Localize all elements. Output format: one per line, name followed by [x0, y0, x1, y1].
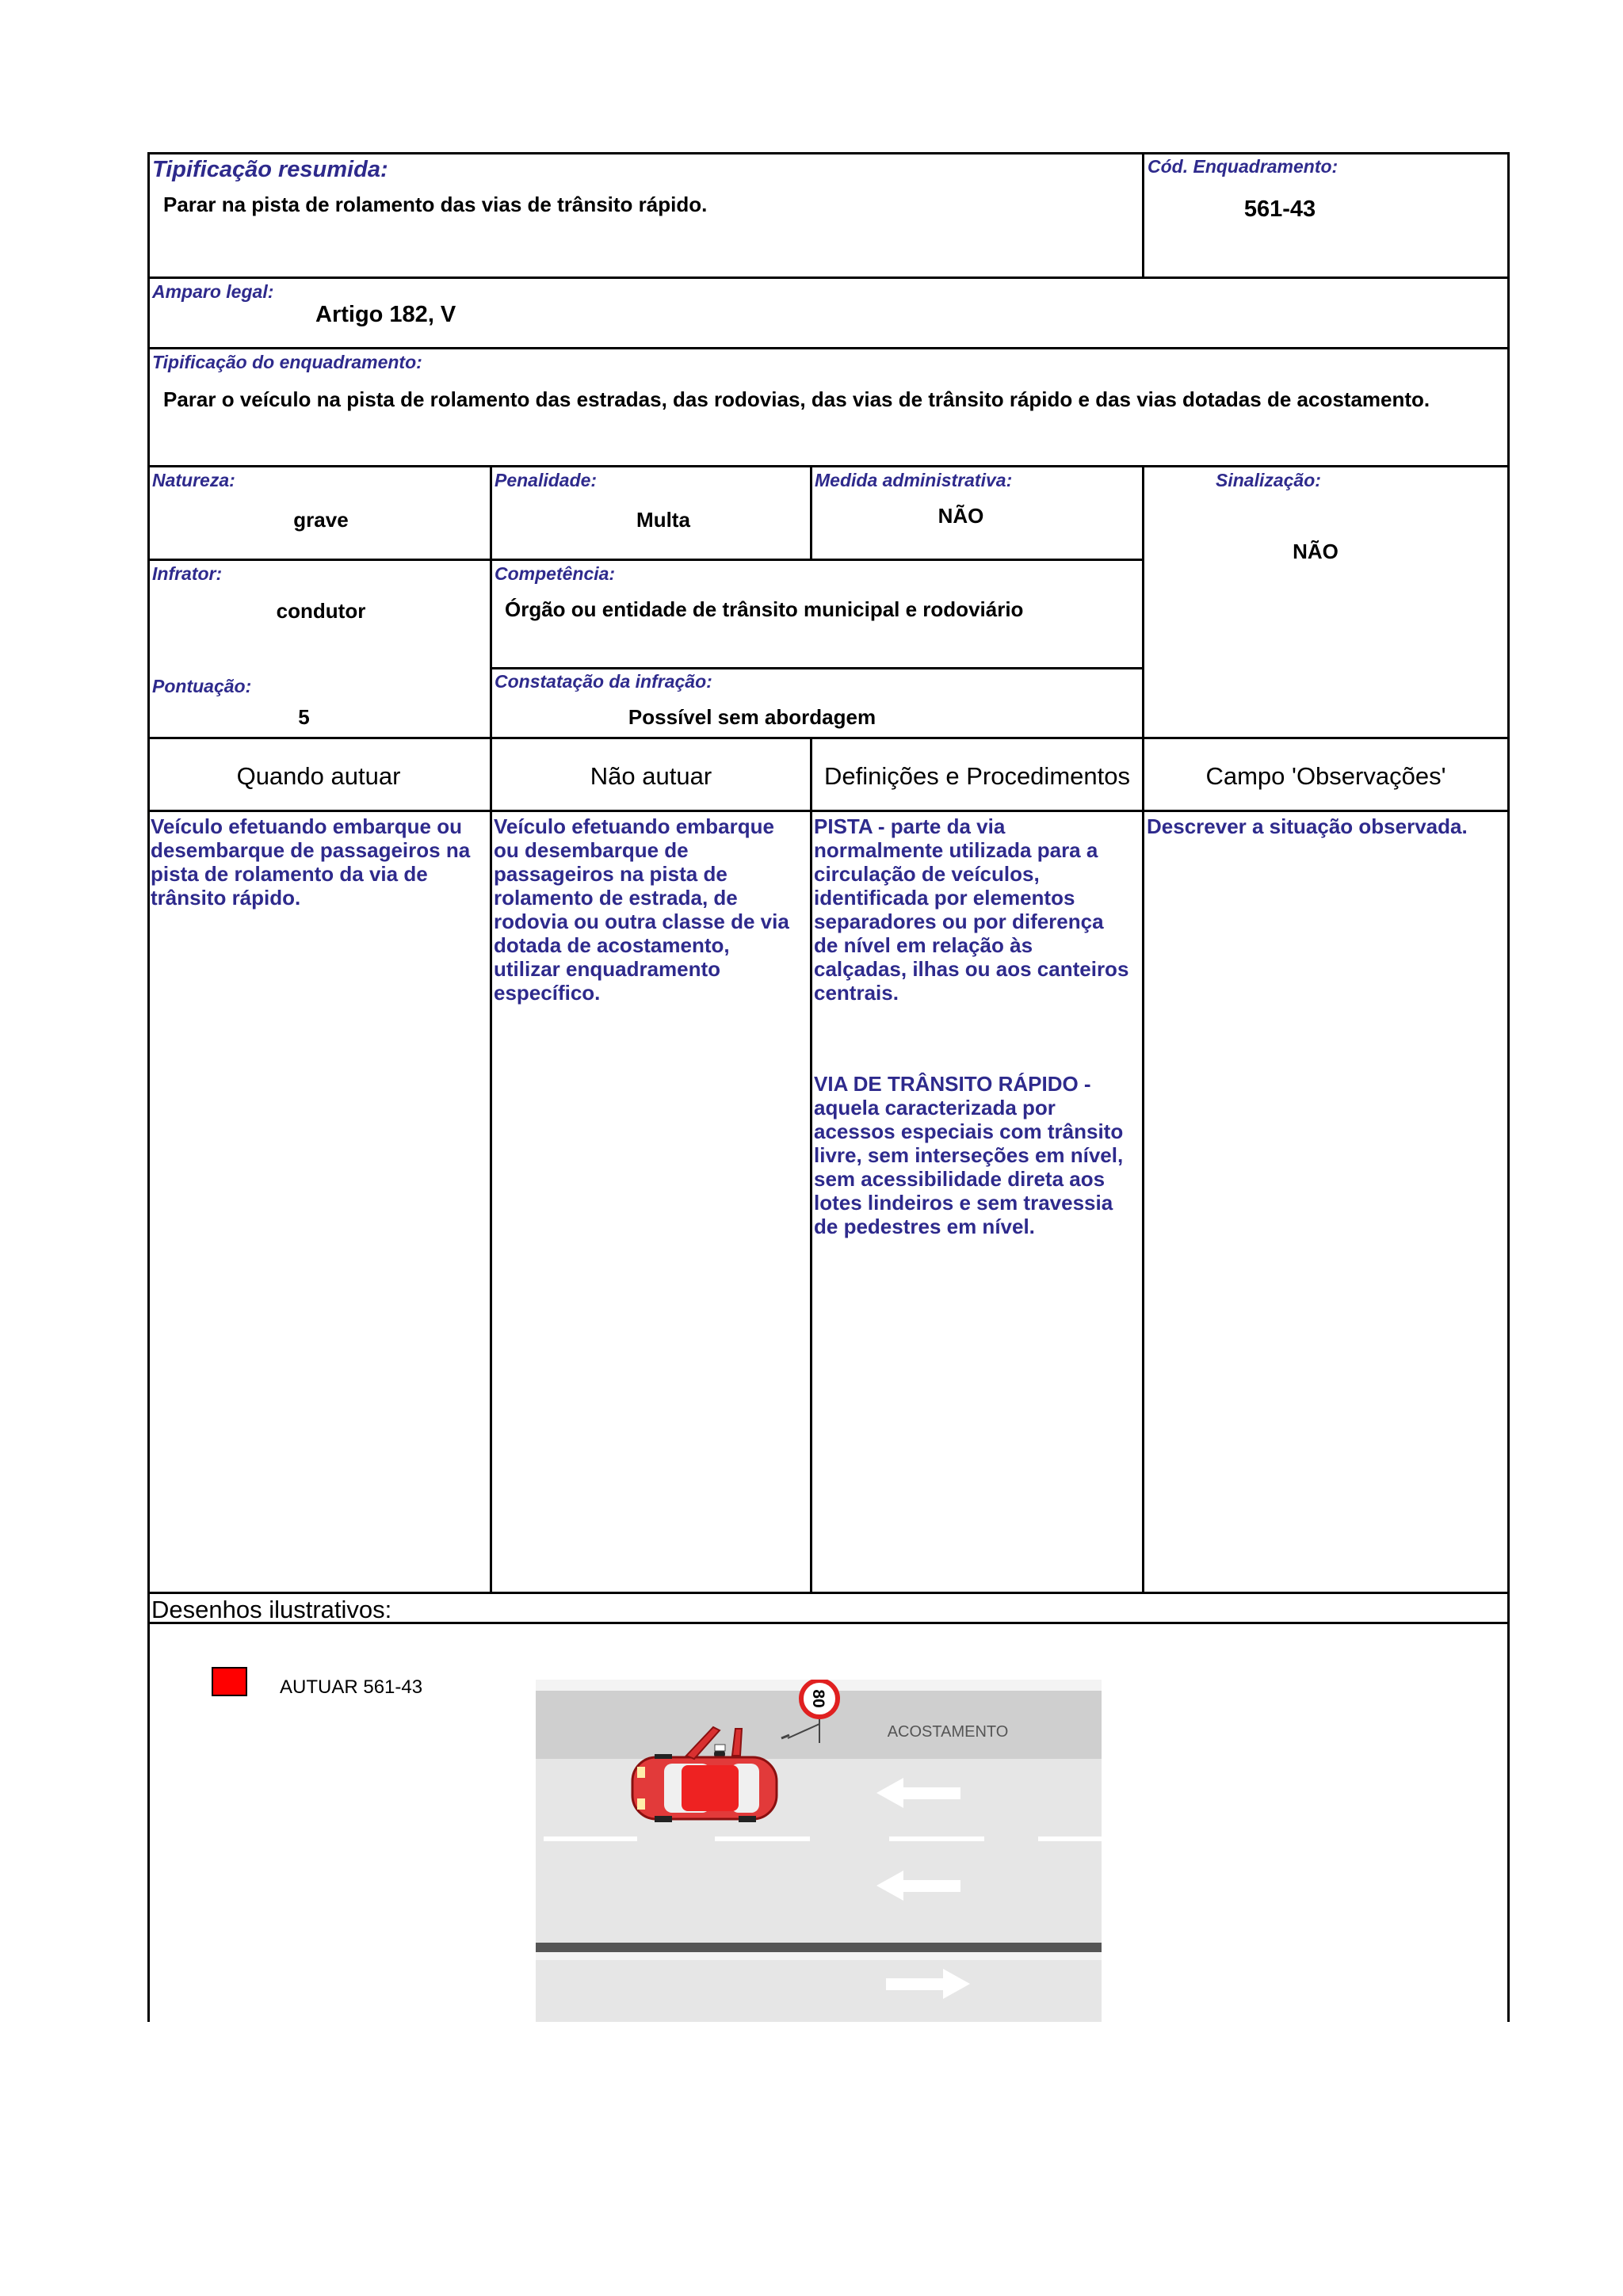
divider	[147, 465, 1510, 467]
observacoes-text: Descrever a situação observada.	[1147, 814, 1468, 838]
pontuacao-value: 5	[298, 705, 310, 729]
pontuacao-label: Pontuação:	[152, 676, 252, 696]
tipificacao-enquadramento-value: Parar o veículo na pista de rolamento das estradas, das rodovias, das vias de trânsito rápido e das vias dotadas de acostamento.	[163, 387, 1430, 411]
infrator-value: condutor	[276, 599, 366, 623]
header-nao-autuar: Não autuar	[590, 762, 712, 790]
road-illustration	[536, 1680, 1102, 2022]
tipificacao-resumida-value: Parar na pista de rolamento das vias de trânsito rápido.	[163, 193, 708, 216]
divider	[147, 347, 1510, 349]
definicao-pista-text: PISTA - parte da via normalmente utilizada para a circulação de veículos, identificada por elementos separadores ou por diferença de nível em relação às calçadas, ilhas ou aos canteiros centrais.	[814, 814, 1129, 1005]
sinalizacao-label: Sinalização:	[1216, 470, 1321, 490]
medida-administrativa-label: Medida administrativa:	[815, 470, 1013, 490]
medida-administrativa-value: NÃO	[938, 504, 984, 528]
natureza-value: grave	[293, 508, 349, 532]
competencia-label: Competência:	[495, 563, 616, 584]
constatacao-value: Possível sem abordagem	[628, 705, 876, 729]
speed-sign-number: 80	[809, 1689, 827, 1708]
divider	[147, 737, 1510, 739]
header-observacoes: Campo 'Observações'	[1205, 762, 1446, 790]
nao-autuar-text: Veículo efetuando embarque ou desembarque de passageiros na pista de rolamento de estrada, de rodovia ou outra classe de via dotada de acostamento, utilizar enquadramento específico.	[494, 814, 789, 1005]
divider	[147, 1592, 1510, 1594]
divider	[147, 810, 1510, 812]
amparo-legal-label: Amparo legal:	[152, 281, 274, 302]
header-definicoes: Definições e Procedimentos	[824, 762, 1130, 790]
divider	[490, 465, 492, 1594]
amparo-legal-value: Artigo 182, V	[315, 302, 456, 327]
cod-enquadramento-value: 561-43	[1243, 196, 1316, 222]
cod-enquadramento-label: Cód. Enquadramento:	[1148, 156, 1338, 177]
infrator-label: Infrator:	[152, 563, 223, 584]
acostamento-label: ACOSTAMENTO	[887, 1723, 1009, 1741]
penalidade-value: Multa	[636, 508, 690, 532]
natureza-label: Natureza:	[152, 470, 235, 490]
quando-autuar-text: Veículo efetuando embarque ou desembarque de passageiros na pista de rolamento da via de trânsito rápido.	[151, 814, 471, 910]
definicao-via-transito-rapido-text: VIA DE TRÂNSITO RÁPIDO - aquela caracterizada por acessos especiais com trânsito livre, sem interseções em nível, sem acessibilidade direta aos lotes lindeiros e sem travessia de pedestres em nível.	[814, 1072, 1124, 1238]
autuar-legend-text: AUTUAR 561-43	[280, 1676, 423, 1698]
header-quando-autuar: Quando autuar	[236, 762, 401, 790]
divider	[490, 667, 1144, 669]
constatacao-label: Constatação da infração:	[495, 671, 712, 692]
divider	[147, 559, 1144, 561]
divider	[1142, 465, 1144, 1594]
tipificacao-enquadramento-label: Tipificação do enquadramento:	[152, 352, 422, 372]
autuar-legend-swatch	[212, 1667, 247, 1696]
tipificacao-resumida-label: Tipificação resumida:	[152, 157, 388, 182]
penalidade-label: Penalidade:	[495, 470, 598, 490]
divider	[147, 277, 1510, 279]
desenhos-label: Desenhos ilustrativos:	[151, 1596, 392, 1623]
competencia-value: Órgão ou entidade de trânsito municipal e rodoviário	[505, 597, 1024, 621]
divider	[810, 737, 812, 1594]
divider	[1142, 152, 1144, 279]
sinalizacao-value: NÃO	[1293, 540, 1338, 563]
